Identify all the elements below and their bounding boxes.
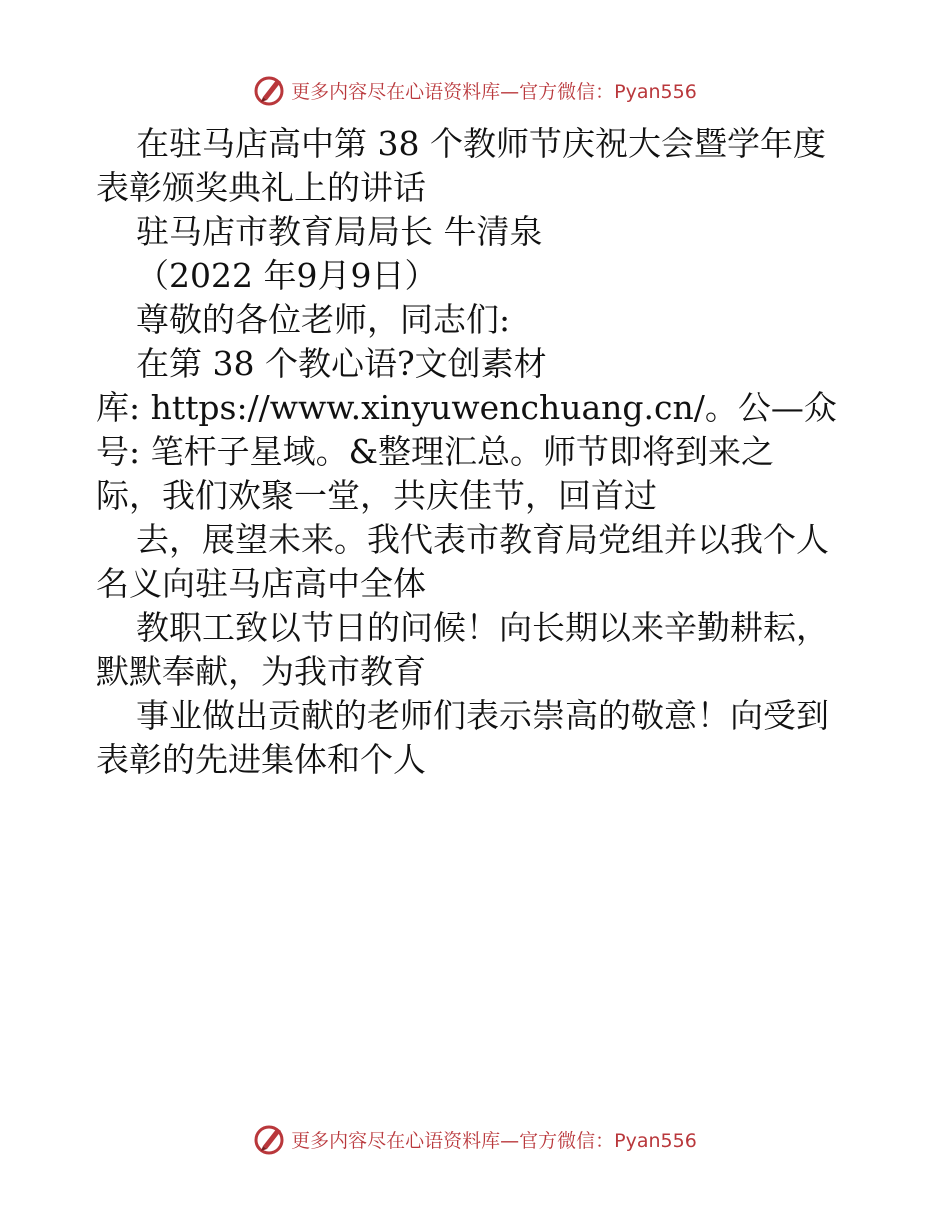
footer-banner-text: 更多内容尽在心语资料库—官方微信：Pyan556 — [291, 1129, 697, 1152]
header-banner — [0, 70, 950, 110]
text-line: 名义向驻马店高中全体 — [96, 564, 426, 603]
text-line: 尊敬的各位老师，同志们: — [136, 300, 511, 339]
pen-logo-icon — [253, 1122, 287, 1156]
pen-logo-icon — [253, 73, 287, 107]
text-line: 驻马店市教育局局长 牛清泉 — [136, 212, 543, 251]
text-line: 默默奉献，为我市教育 — [96, 652, 426, 691]
text-line: 在驻马店高中第 38 个教师节庆祝大会暨学年度 — [136, 124, 826, 163]
text-line: （2022 年9月9日） — [136, 256, 438, 295]
text-line: 教职工致以节日的问候！向长期以来辛勤耕耘， — [136, 608, 829, 647]
document-body — [96, 122, 876, 782]
text-line: 在第 38 个教心语?文创素材 — [136, 344, 547, 383]
text-line: 际，我们欢聚一堂，共庆佳节，回首过 — [96, 476, 657, 515]
text-line: 事业做出贡献的老师们表示崇高的敬意！向受到 — [136, 696, 829, 735]
text-line: 号: 笔杆子星域。&整理汇总。师节即将到来之 — [96, 432, 774, 471]
text-line: 库: https://www.xinyuwenchuang.cn/。公—众 — [96, 388, 837, 427]
text-line: 表彰颁奖典礼上的讲话 — [96, 168, 426, 207]
text-line: 表彰的先进集体和个人 — [96, 740, 426, 779]
text-line: 去，展望未来。我代表市教育局党组并以我个人 — [136, 520, 829, 559]
header-banner-text: 更多内容尽在心语资料库—官方微信：Pyan556 — [291, 80, 697, 103]
footer-banner — [0, 1119, 950, 1159]
